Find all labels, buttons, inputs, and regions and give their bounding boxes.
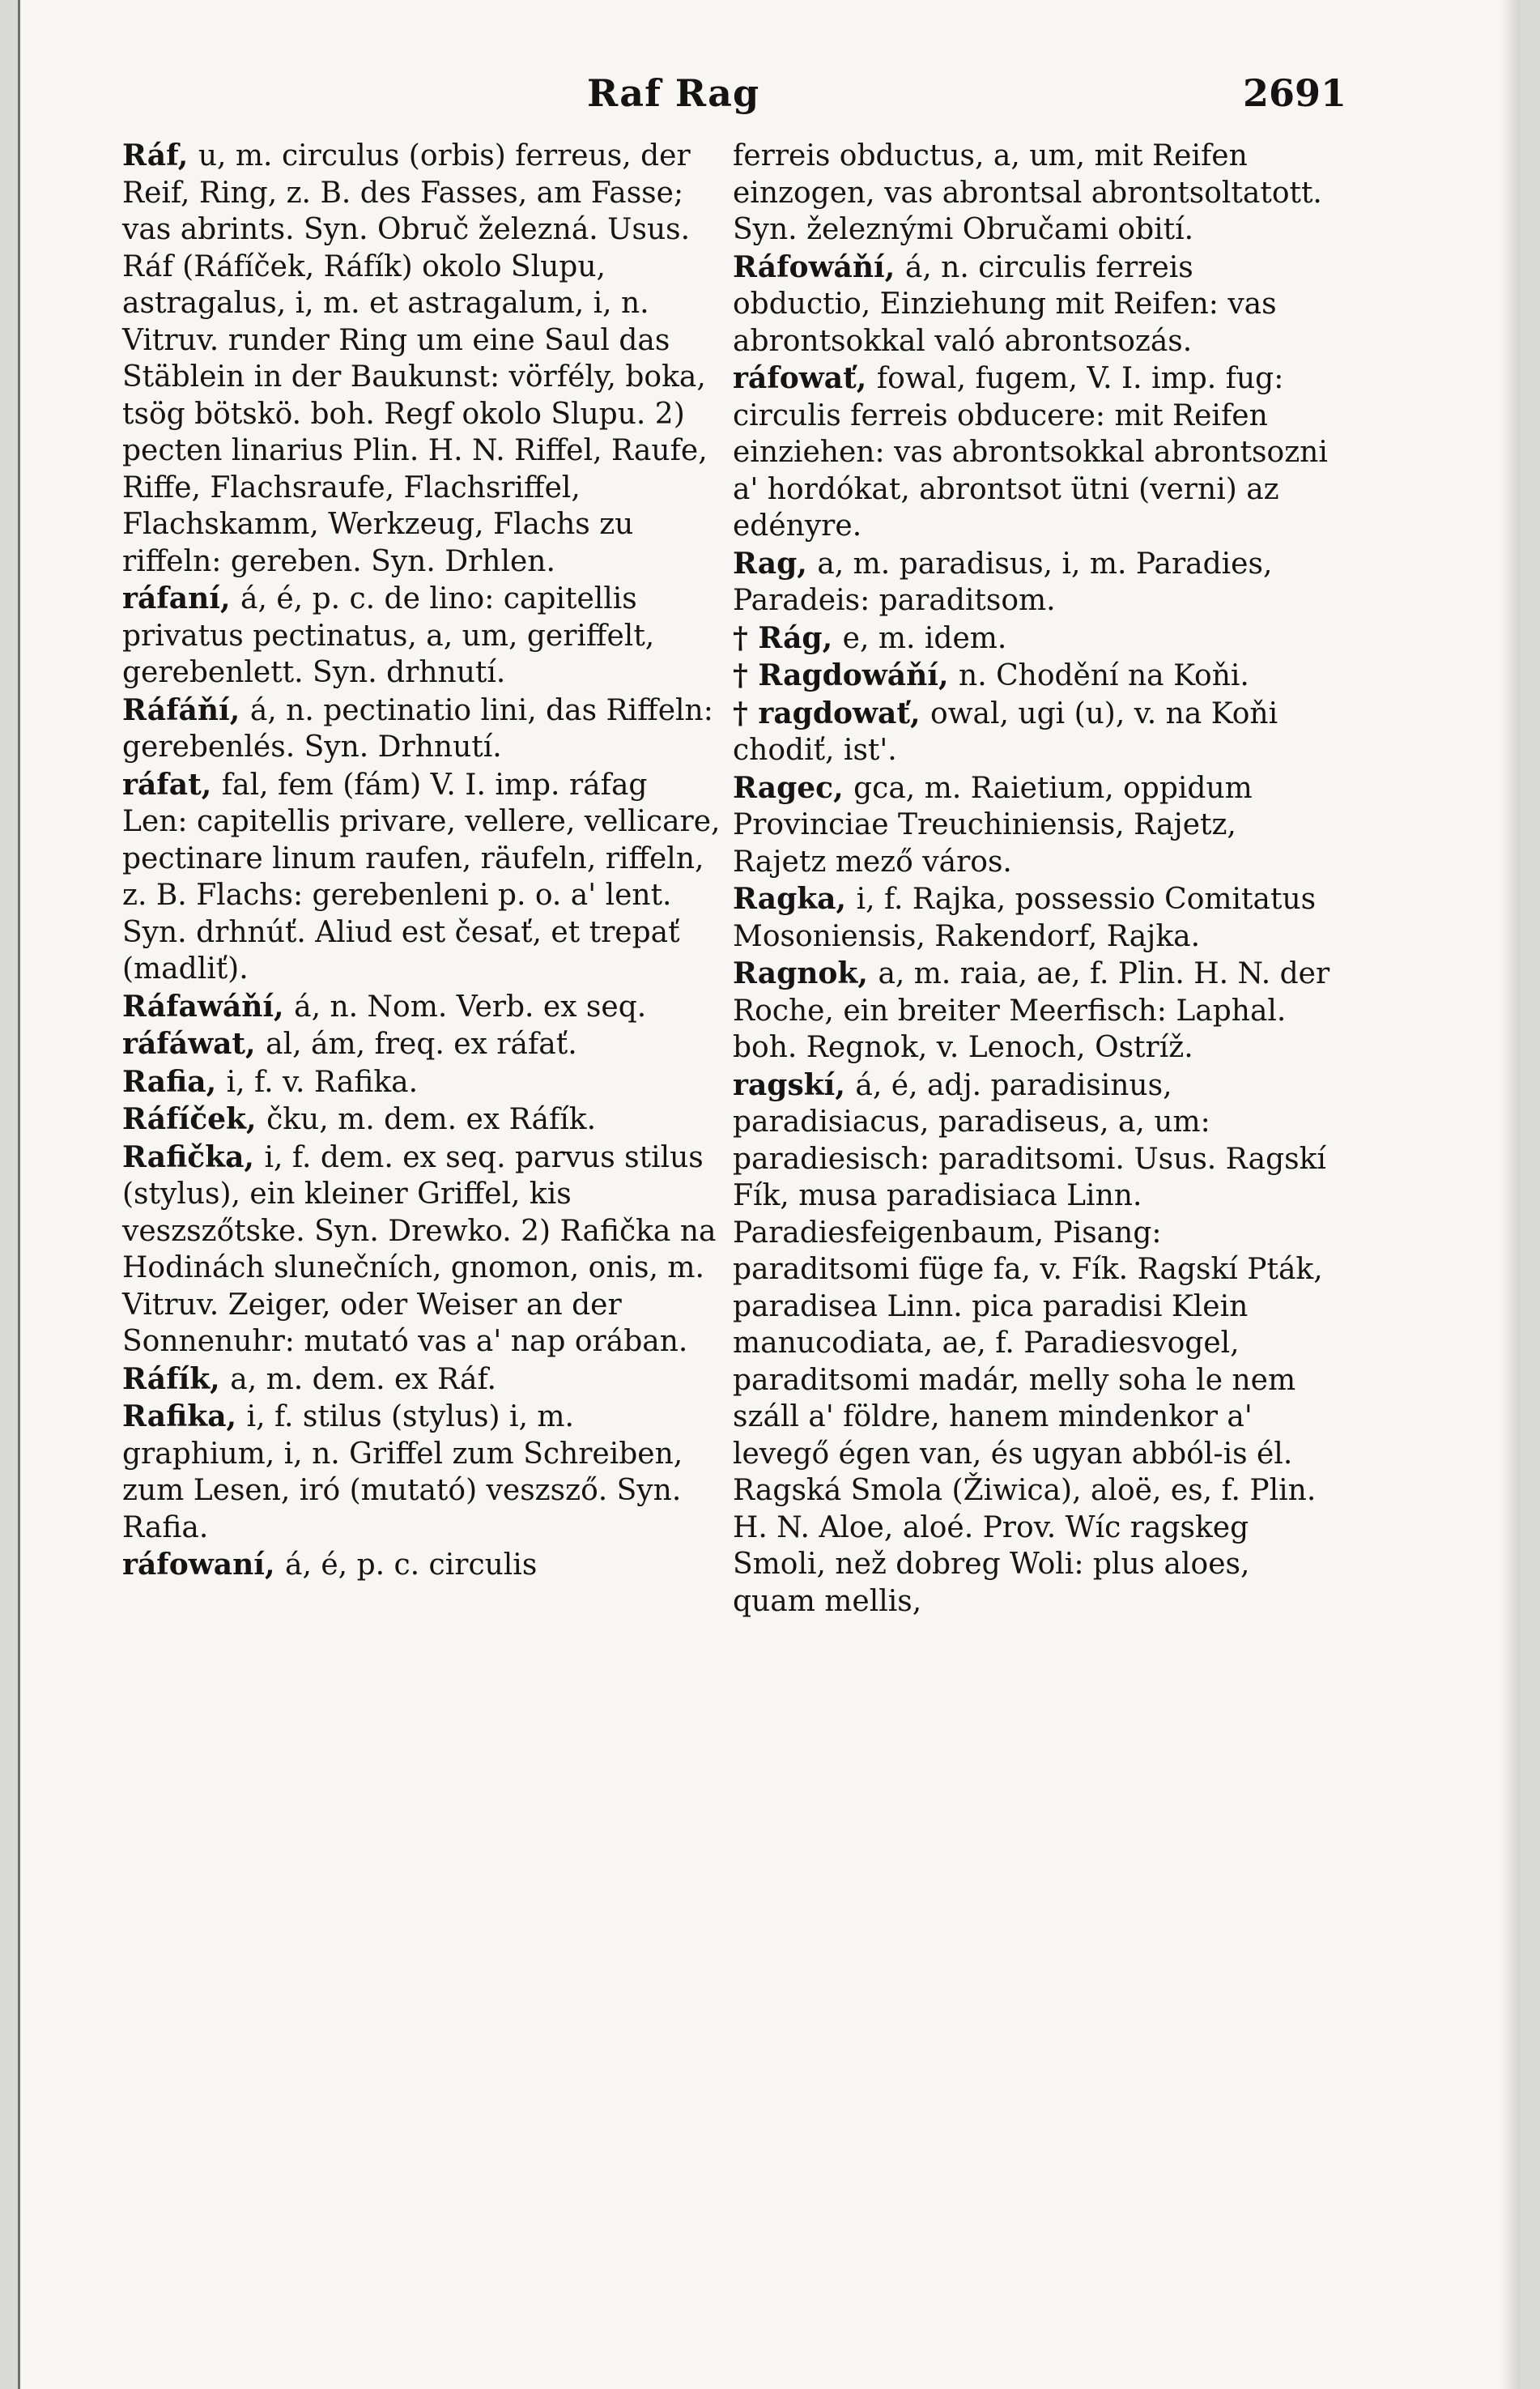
entry-definition: e, m. idem. xyxy=(842,621,1007,655)
entry-headword: Ragec, xyxy=(733,770,854,805)
entry-definition: fal, fem (fám) V. I. imp. ráfag Len: capitellis privare, vellere, vellicare, pectinare linum raufen, räufeln, riffeln, z. B. Flachs: gerebenleni p. o. a' lent. Syn. drhnúť. Aliud est česať, et trepať (madliť). xyxy=(122,768,721,986)
entry-headword: ráfáwat, xyxy=(122,1027,266,1061)
entry-definition: a, m. paradisus, i, m. Paradies, Paradeis: paraditsom. xyxy=(733,547,1273,617)
entry-headword: Ráf, xyxy=(122,138,198,172)
entry-definition: á, é, p. c. de lino: capitellis privatus pectinatus, a, um, geriffelt, gerebenlett. Syn. drhnutí. xyxy=(122,582,655,689)
dictionary-entry xyxy=(733,1067,1332,1620)
dictionary-entry xyxy=(122,767,721,988)
entry-headword: Ráfowáňí, xyxy=(733,249,905,284)
entry-definition: á, n. pectinatio lini, das Riffeln: gerebenlés. Syn. Drhnutí. xyxy=(122,693,713,764)
entry-definition: a, m. dem. ex Ráf. xyxy=(230,1362,496,1396)
entry-definition: ferreis obductus, a, um, mit Reifen einzogen, vas abrontsal abrontsoltatott. Syn. železnými Obručami obití. xyxy=(733,139,1322,246)
dictionary-entry xyxy=(122,1399,721,1546)
dictionary-entry xyxy=(733,620,1332,658)
dictionary-entry xyxy=(122,1101,721,1139)
dictionary-entry xyxy=(733,658,1332,695)
entry-headword: Ráfík, xyxy=(122,1361,231,1396)
entry-definition: owal, ugi (u), v. na Koňi chodiť, ist'. xyxy=(733,696,1278,767)
entry-definition: á, é, adj. paradisinus, paradisiacus, paradiseus, a, um: paradiesisch: paraditsomi. Usus. Ragskí Fík, musa paradisiaca Linn. Paradiesfeigenbaum, Pisang: paraditsomi füge fa, v. Fík. Ragskí Pták, paradisea Linn. pica paradisi Klein manucodiata, ae, f. Paradiesvogel, paraditsomi madár, melly soha le nem száll a' földre, hanem mindenkor a' levegő égen van, és ugyan abból-is él. Ragská Smola (Žiwica), aloë, es, f. Plin. H. N. Aloe, aloé. Prov. Wíc ragskeg Smoli, než dobreg Woli: plus aloes, quam mellis, xyxy=(733,1068,1326,1618)
entry-definition: á, n. Nom. Verb. ex seq. xyxy=(294,990,647,1024)
entry-headword: ráfaní, xyxy=(122,581,241,615)
page-number: 2691 xyxy=(1243,71,1347,115)
entry-headword: Ráfíček, xyxy=(122,1102,267,1136)
dictionary-entry xyxy=(122,1139,721,1361)
dictionary-entry xyxy=(733,956,1332,1067)
dictionary-entry xyxy=(122,989,721,1026)
entry-definition: n. Chodění na Koňi. xyxy=(959,659,1249,692)
dictionary-entry xyxy=(122,692,721,766)
dictionary-entry xyxy=(122,1026,721,1063)
entry-headword: † Rág, xyxy=(733,620,843,655)
dictionary-entry xyxy=(733,881,1332,955)
entry-headword: Rafička, xyxy=(122,1139,265,1174)
entry-headword: ráfat, xyxy=(122,767,222,802)
entry-definition: á, n. circulis ferreis obductio, Einziehung mit Reifen: vas abrontsokkal való abrontsozás. xyxy=(733,250,1277,358)
dictionary-entry xyxy=(122,1064,721,1101)
dictionary-entry xyxy=(122,1547,721,1584)
entry-definition: i, f. dem. ex seq. parvus stilus (stylus), ein kleiner Griffel, kis veszszőtske. Syn. Drewko. 2) Rafička na Hodinách slunečních, gnomon, onis, m. Vitruv. Zeiger, oder Weiser an der Sonnenuhr: mutató vas a' nap orában. xyxy=(122,1140,717,1358)
dictionary-entry xyxy=(733,138,1332,249)
dictionary-entry xyxy=(733,360,1332,545)
entry-headword: ragskí, xyxy=(733,1067,856,1102)
dictionary-page xyxy=(18,0,1521,2389)
entry-headword: Rafia, xyxy=(122,1064,227,1099)
entry-headword: ráfowaní, xyxy=(122,1548,286,1582)
dictionary-entry xyxy=(122,581,721,692)
entry-definition: i, f. stilus (stylus) i, m. graphium, i, n. Griffel zum Schreiben, zum Lesen, iró (mutató) veszsző. Syn. Rafia. xyxy=(122,1400,683,1544)
right-column xyxy=(733,138,1332,1620)
dictionary-entry xyxy=(122,138,721,580)
entry-definition: a, m. raia, ae, f. Plin. H. N. der Roche, ein breiter Meerfisch: Laphal. boh. Regnok, v. Lenoch, Ostríž. xyxy=(733,957,1330,1064)
left-column xyxy=(122,138,721,1585)
entry-definition: i, f. Rajka, possessio Comitatus Mosoniensis, Rakendorf, Rajka. xyxy=(733,883,1317,953)
entry-headword: ráfowať, xyxy=(733,361,877,395)
entry-headword: Rag, xyxy=(733,546,818,581)
entry-headword: Ragnok, xyxy=(733,956,878,990)
dictionary-entry xyxy=(733,696,1332,769)
dictionary-entry xyxy=(733,770,1332,881)
entry-headword: Ráfáňí, xyxy=(122,692,250,727)
entry-headword: Ráfawáňí, xyxy=(122,989,295,1024)
entry-headword: † Ragdowáňí, xyxy=(733,658,959,692)
entry-headword: † ragdowať, xyxy=(733,696,931,730)
entry-definition: fowal, fugem, V. I. imp. fug: circulis ferreis obducere: mit Reifen einziehen: vas abrontsokkal abrontsozni a' hordókat, abrontsot ütni (verni) az edényre. xyxy=(733,362,1328,543)
entry-definition: čku, m. dem. ex Ráfík. xyxy=(266,1103,597,1136)
entry-definition: á, é, p. c. circulis xyxy=(285,1548,538,1582)
entry-headword: Ragka, xyxy=(733,882,857,916)
entry-headword: Rafika, xyxy=(122,1399,247,1433)
entry-definition: u, m. circulus (orbis) ferreus, der Reif, Ring, z. B. des Fasses, am Fasse; vas abrints. Syn. Obruč železná. Usus. Ráf (Ráfíček, Ráfík) okolo Slupu, astragalus, i, m. et astragalum, i, n. Vitruv. runder Ring um eine Saul das Stäblein in der Baukunst: vörfély, boka, tsög bötskö. boh. Regf okolo Slupu. 2) pecten linarius Plin. H. N. Riffel, Raufe, Riffe, Flachsraufe, Flachsriffel, Flachskamm, Werkzeug, Flachs zu riffeln: gereben. Syn. Drhlen. xyxy=(122,139,708,578)
entry-definition: gca, m. Raietium, oppidum Provinciae Treuchiniensis, Rajetz, Rajetz mező város. xyxy=(733,771,1253,879)
entry-definition: i, f. v. Rafika. xyxy=(226,1065,419,1099)
page-header xyxy=(20,71,1521,120)
dictionary-entry xyxy=(122,1361,721,1399)
dictionary-entry xyxy=(733,249,1332,360)
entry-definition: al, ám, freq. ex ráfať. xyxy=(266,1028,577,1061)
page-edge-shadow xyxy=(1501,0,1521,2389)
dictionary-entry xyxy=(733,546,1332,620)
running-head: Raf Rag xyxy=(587,71,760,115)
